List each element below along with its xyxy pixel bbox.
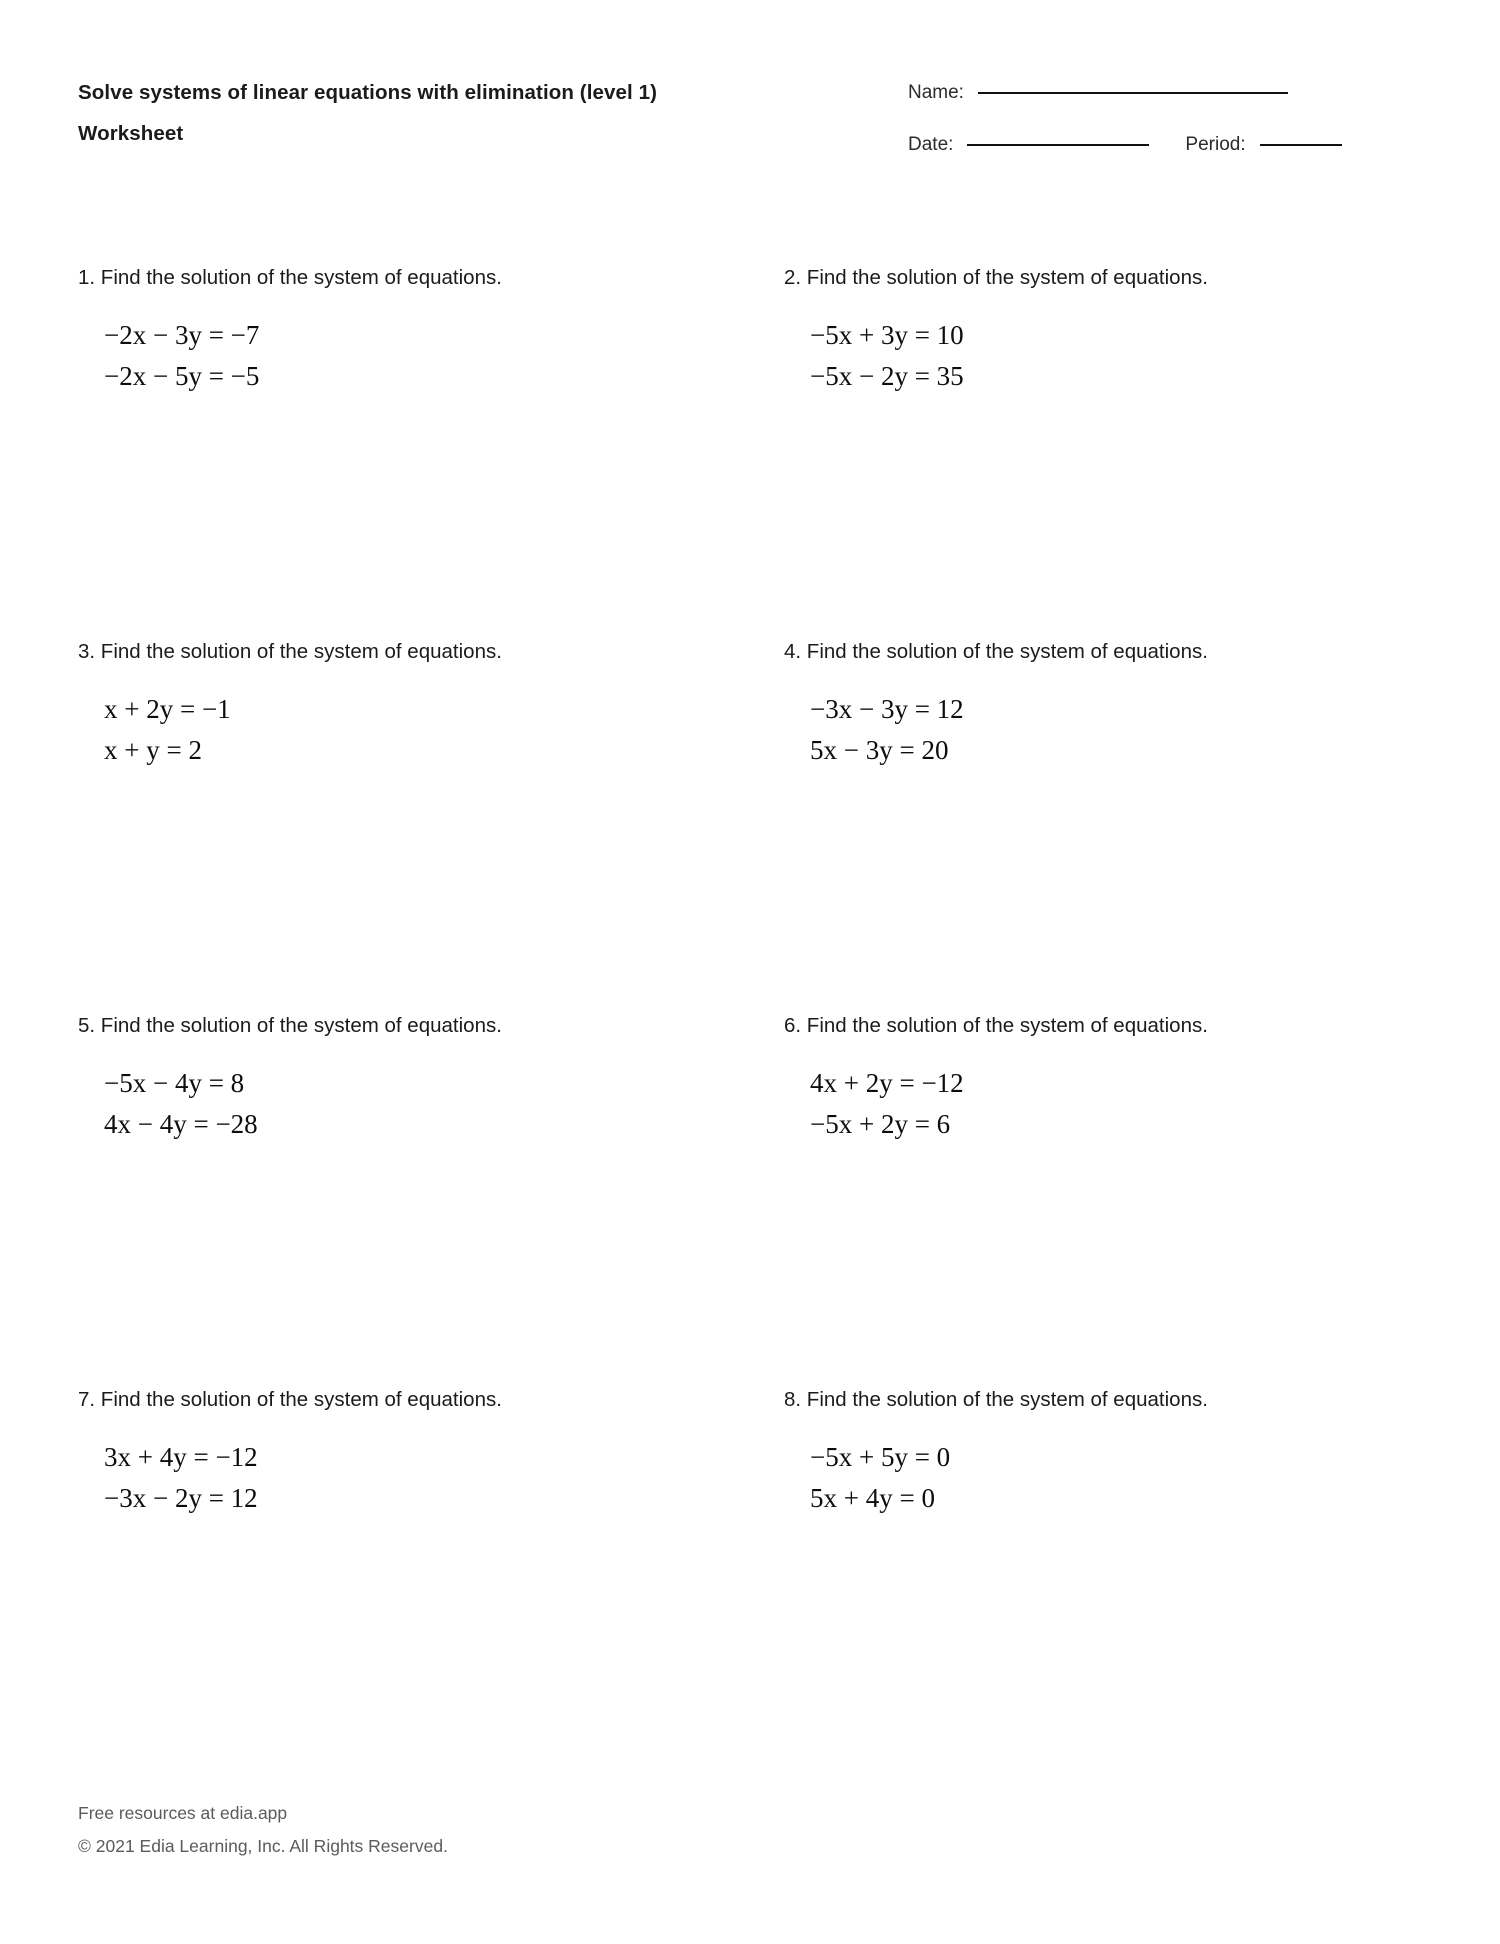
problem-prompt: 5. Find the solution of the system of equations. [78,1014,502,1037]
problem-3 [78,639,784,1013]
equation-line: −2x − 3y = −7 [104,320,260,350]
problem-prompt: 6. Find the solution of the system of equations. [784,1014,1208,1037]
equation-line: 5x − 3y = 20 [810,735,949,765]
problem-7 [78,1387,784,1519]
footer-resources-text: Free resources at edia.app [78,1803,288,1823]
problem-1 [78,265,784,639]
problem-4 [784,639,1438,1013]
problem-row-3 [78,1013,1438,1387]
problem-6 [784,1013,1438,1387]
equation-line: −5x + 2y = 6 [810,1109,951,1139]
name-label: Name: [908,82,964,103]
problem-prompt: 4. Find the solution of the system of equations. [784,640,1208,663]
title-block [78,72,778,154]
name-input-line[interactable] [978,92,1288,94]
equation-system [104,1063,784,1145]
period-label: Period: [1185,134,1246,155]
date-input-line[interactable] [967,144,1149,146]
equation-line: −5x − 4y = 8 [104,1068,245,1098]
student-info-block [908,72,1438,160]
equation-system [810,1063,1438,1145]
problem-row-2 [78,639,1438,1013]
problem-prompt: 7. Find the solution of the system of equations. [78,1388,502,1411]
equation-system [810,1437,1438,1519]
equation-line: 4x + 2y = −12 [810,1068,964,1098]
worksheet-title-line-1: Solve systems of linear equations with elimination (level 1) [78,81,658,104]
worksheet-title-line-2: Worksheet [78,122,184,145]
problem-2 [784,265,1438,639]
period-input-line[interactable] [1260,144,1342,146]
equation-line: −5x − 2y = 35 [810,361,964,391]
equation-line: −3x − 2y = 12 [104,1483,258,1513]
equation-system [104,315,784,397]
name-row [908,78,1438,108]
equation-system [104,689,784,771]
equation-system [810,315,1438,397]
equation-line: −2x − 5y = −5 [104,361,260,391]
problem-prompt: 2. Find the solution of the system of equations. [784,266,1208,289]
date-period-row [908,130,1438,160]
equation-line: −3x − 3y = 12 [810,694,964,724]
problem-prompt: 8. Find the solution of the system of equations. [784,1388,1208,1411]
problem-prompt: 1. Find the solution of the system of equations. [78,266,502,289]
equation-line: x + y = 2 [104,735,202,765]
equation-line: 3x + 4y = −12 [104,1442,258,1472]
equation-system [104,1437,784,1519]
problem-8 [784,1387,1438,1519]
equation-line: x + 2y = −1 [104,694,231,724]
equation-system [810,689,1438,771]
equation-line: 5x + 4y = 0 [810,1483,935,1513]
footer-copyright-text: © 2021 Edia Learning, Inc. All Rights Reserved. [78,1836,448,1856]
problem-row-4 [78,1387,1438,1519]
equation-line: 4x − 4y = −28 [104,1109,258,1139]
date-label: Date: [908,134,954,155]
problem-5 [78,1013,784,1387]
problem-grid [78,265,1438,1519]
problem-prompt: 3. Find the solution of the system of equations. [78,640,502,663]
equation-line: −5x + 5y = 0 [810,1442,951,1472]
page-footer [78,1797,448,1863]
problem-row-1 [78,265,1438,639]
equation-line: −5x + 3y = 10 [810,320,964,350]
worksheet-header [78,72,1438,160]
